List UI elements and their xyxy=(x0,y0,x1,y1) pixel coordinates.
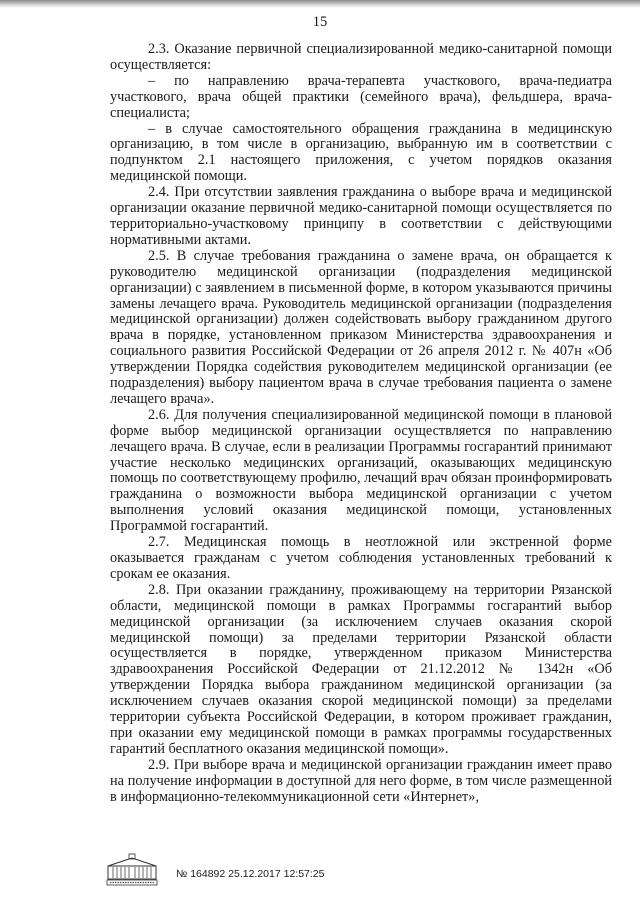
paragraph-2-8: 2.8. При оказании гражданину, проживающему на территории Рязанской области, медицинской помощи в рамках Программы госгарантий выбор медицинской организации (за исключением случаев оказания скорой медицинской помощи) за пределами территории Рязанской области осуществляется в порядке, утвержденном приказом Министерства здравоохранения Российской Федерации от 21.12.2012 № 1342н «Об утверждении Порядка выбора гражданином медицинской организации (за исключением случаев оказания скорой медицинской помощи) за пределами территории субъекта Российской Федерации, в котором проживает гражданин, при оказании ему медицинской помощи в рамках программы государственных гарантий бесплатного оказания медицинской помощи». xyxy=(110,581,612,757)
paragraph-2-9: 2.9. При выборе врача и медицинской организации гражданин имеет право на получение информации в доступной для него форме, в том числе размещенной в информационно-телекоммуникационной сети «Интернет», xyxy=(110,756,612,805)
paragraph-2-6: 2.6. Для получения специализированной медицинской помощи в плановой форме выбор медицинской организации осуществляется по направлению лечащего врача. В случае, если в реализации Программы госгарантий принимают участие несколько медицинских организаций, оказывающих медицинскую помощь по соответствующему профилю, лечащий врач обязан проинформировать гражданина о возможности выбора медицинской организации с учетом выполнения условий оказания медицинской помощи, установленных Программой госгарантий. xyxy=(110,406,612,535)
number-sign: № xyxy=(176,868,188,880)
paragraph-2-5: 2.5. В случае требования гражданина о замене врача, он обращается к руководителю медицинской организации (подразделения медицинской организации) с заявлением в письменной форме, в котором указываются причины замены лечащего врача. Руководитель медицинской организации (подразделения медицинской организации) должен содействовать выбору гражданином другого врача в порядке, установленном приказом Министерства здравоохранения и социального развития Российской Федерации от 26 апреля 2012 г. № 407н «Об утверждении Порядка содействия руководителем медицинской организации (ее подразделения) выбору пациентом врача в случае требования пациента о замене лечащего врача». xyxy=(110,247,612,407)
list-item-self-referral: – в случае самостоятельного обращения гражданина в медицинскую организацию, в том числе в организацию, выбранную им в соответствии с подпунктом 2.1 настоящего приложения, с учетом порядков оказания медицинской помощи. xyxy=(110,120,612,185)
building-stamp-icon xyxy=(106,853,158,887)
registration-number-timestamp: 164892 25.12.2017 12:57:25 xyxy=(190,868,325,880)
paragraph-2-7: 2.7. Медицинская помощь в неотложной или экстренной форме оказывается гражданам с учетом соблюдения установленных требований к срокам ее оказания. xyxy=(110,534,612,582)
document-body xyxy=(110,42,612,806)
page-number: 15 xyxy=(312,14,328,30)
document-registration-id xyxy=(176,868,324,880)
scan-top-edge xyxy=(0,0,640,8)
paragraph-2-3: 2.3. Оказание первичной специализированной медико-санитарной помощи осуществляется: xyxy=(110,41,612,73)
paragraph-2-4: 2.4. При отсутствии заявления гражданина о выборе врача и медицинской организации оказание первичной медико-санитарной помощи осуществляется по территориально-участковому принципу в соответствии с действующими нормативными актами. xyxy=(110,184,612,248)
list-item-referral: – по направлению врача-терапевта участкового, врача-педиатра участкового, врача общей практики (семейного врача), фельдшера, врача-специалиста; xyxy=(110,72,612,121)
